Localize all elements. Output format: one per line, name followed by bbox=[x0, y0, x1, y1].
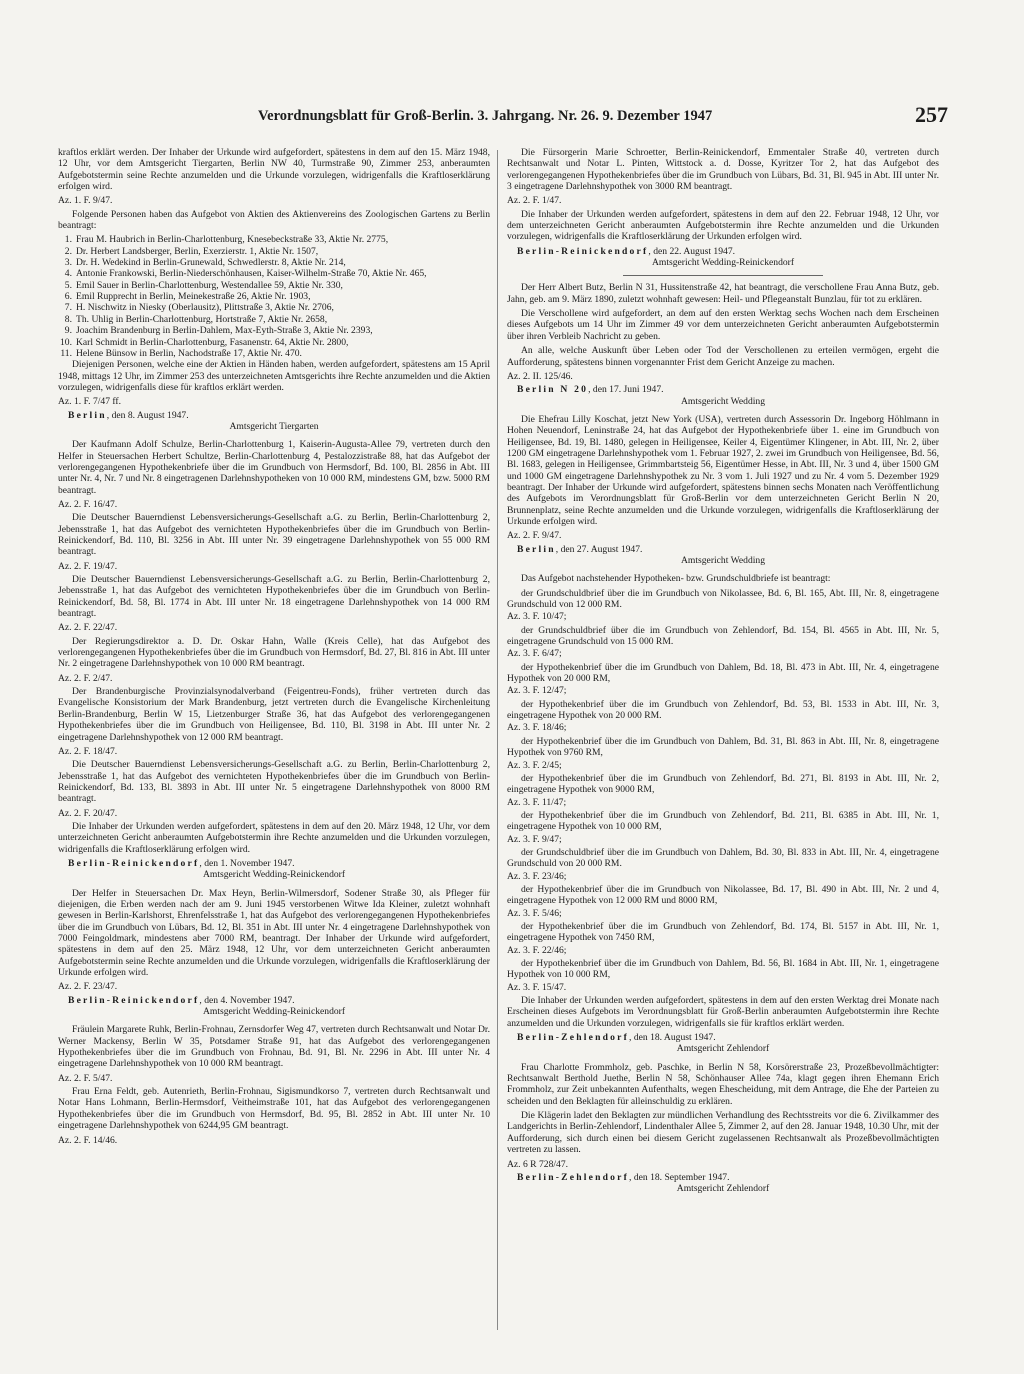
file-reference: Az. 2. F. 1/47. bbox=[507, 195, 562, 207]
date-text: , den 8. August 1947. bbox=[106, 409, 189, 421]
item-number: 6. bbox=[64, 291, 72, 303]
list-item: der Hypothekenbrief über die im Grundbuch von Dahlem, Bd. 31, Bl. 863 in Abt. III, Nr. 8, eingetragene Hypothek von 9760 RM, bbox=[507, 735, 939, 759]
paragraph: An alle, welche Auskunft über Leben oder Tod der Verschollenen zu erteilen vermögen, ergeht die Aufforderung, spätestens binnen vorgenannter Frist dem Gericht Anzeige zu machen. bbox=[507, 345, 939, 368]
court-signature: Amtsgericht Wedding bbox=[680, 395, 766, 407]
list-item bbox=[58, 246, 490, 257]
item-number: 5. bbox=[64, 279, 72, 291]
paragraph: kraftlos erklärt werden. Der Inhaber der Urkunde wird aufgefordert, spätestens in dem auf den 15. März 1948, 12 Uhr, vor dem Amtsgericht Tiergarten, Berlin NW 40, Turmstraße 90, Zimmer 253, anberaumten Aufgebotstermin seine Rechte anzumelden und die Urkunde vorzulegen, widrigenfalls die Kraftloserklärung erfolgen wird. bbox=[58, 147, 490, 193]
date-text: , den 27. August 1947. bbox=[555, 543, 643, 555]
paragraph: Die Fürsorgerin Marie Schroetter, Berlin-Reinickendorf, Emmentaler Straße 40, vertreten durch Rechtsanwalt und Notar L. Pinten, Wittstock a. d. Dosse, Kyritzer Tor 2, hat das Aufgebot des verlorengegangenen Hypothekenbriefes über die im Grundbuch von Lübars, Bd. 31, Bl. 945 in Abt. III unter Nr. 3 eingetragene Darlehnshypothek von 3000 RM beantragt. bbox=[507, 147, 939, 193]
paragraph: Die Inhaber der Urkunden werden aufgefordert, spätestens in dem auf den 20. März 1948, 12 Uhr, vor dem unterzeichneten Gericht anberaumten Aufgebotstermin ihre Rechte anzumelden und die Urkunden vorzulegen, widrigenfalls die Kraftloserklärung erfolgen wird. bbox=[58, 820, 490, 855]
place-date-line bbox=[58, 858, 490, 869]
running-title: Verordnungsblatt für Groß-Berlin. 3. Jahrgang. Nr. 26. 9. Dezember 1947 bbox=[258, 108, 713, 124]
paragraph: Die Ehefrau Lilly Koschat, jetzt New York (USA), vertreten durch Assessorin Dr. Ingeborg Höhlmann in Hohen Neuendorf, Leninstraße 24, hat das Aufgebot der Hypothekenbriefe über 1. eine im Grundbuch von Heiligensee, Bd. 19, Bl. 1480, gelegen in Heiligensee, Keiler 4, Eigentümer Klingener, in Abt. III, Nr. 2, über 1200 GM eingetragene Darlehnshypothek vom 1. Februar 1927, 2. zwei im Grundbuch von Heiligensee, Bd. 56, Bl. 1683, gelegen in Heiligensee, Grimmbartsteig 56, Eigentümer Hesse, in Abt. III, Nr. 3 und 4, über 1500 GM und 1000 GM eingetragene Darlehnshypothek zu Nr. 3 vom 1. Juli 1927 und zu Nr. 4 vom 5. Dezember 1929 beantragt. Der Inhaber der Urkunde wird aufgefordert, spätestens binnen sechs Monaten nach Veröffentlichung des Aufgebots im Verordnungsblatt für Groß-Berlin vor dem unterzeichneten Gericht Berlin N 20, Brunnenplatz, seine Rechte anzumelden und die Urkunde vorzulegen, widrigenfalls die Kraftloserklärung der Urkunde erfolgen wird. bbox=[507, 413, 939, 527]
list-item bbox=[58, 314, 490, 325]
right-column bbox=[507, 147, 939, 1202]
list-item: der Hypothekenbrief über die im Grundbuch von Zehlendorf, Bd. 271, Bl. 8193 in Abt. III, Nr. 2, eingetragene Hypothek von 9000 RM, bbox=[507, 772, 939, 796]
paragraph: Der Brandenburgische Provinzialsynodalverband (Feigentreu-Fonds), früher vertreten durch das Evangelische Konsistorium der Mark Brandenburg, jetzt vertreten durch die Evangelische Kirchenleitung Berlin-Brandenburg, Berlin W 15, Lietzenburger Straße 36, hat das Aufgebot des verlorengegangenen Hypothekenbriefes über die im Grundbuch von Heiligensee, Bd. 110, Bl. 3198 in Abt. III unter Nr. 2 eingetragene Darlehnshypothek von 12 000 RM beantragt. bbox=[58, 686, 490, 743]
court-signature: Amtsgericht Wedding-Reinickendorf bbox=[202, 1006, 346, 1018]
paragraph: Diejenigen Personen, welche eine der Aktien in Händen haben, werden aufgefordert, spätestens am 15 April 1948, mittags 12 Uhr, im Zimmer 253 des unterzeichneten Amtsgerichts ihre Rechte anzumelden und die Aktien vorzulegen, widrigenfalls diese für kraftlos erklärt werden. bbox=[58, 359, 490, 393]
list-item bbox=[58, 348, 490, 359]
file-reference: Az. 3. F. 5/46; bbox=[507, 907, 562, 919]
list-item bbox=[58, 325, 490, 336]
file-reference: Az. 3. F. 23/46; bbox=[507, 870, 567, 882]
place-date-line bbox=[58, 995, 490, 1006]
list-item bbox=[58, 257, 490, 268]
paragraph: Die Deutscher Bauerndienst Lebensversicherungs-Gesellschaft a.G. zu Berlin, Berlin-Charlottenburg 2, Jebensstraße 1, hat das Aufgebot des vernichteten Hypothekenbriefes über die im Grundbuch von Berlin-Reinickendorf, Bd. 133, Bl. 3893 in Abt. III unter Nr. 5 eingetragene Darlehnshypothek von 8000 RM beantragt. bbox=[58, 759, 490, 805]
list-item: der Grundschuldbrief über die im Grundbuch von Zehlendorf, Bd. 154, Bl. 4565 in Abt. III, Nr. 5, eingetragene Grundschuld von 15 000 RM. bbox=[507, 624, 939, 648]
list-item: der Hypothekenbrief über die im Grundbuch von Zehlendorf, Bd. 53, Bl. 1533 in Abt. III, Nr. 3, eingetragene Hypothek von 20 000 RM. bbox=[507, 698, 939, 722]
file-reference: Az. 2. F. 19/47. bbox=[58, 560, 118, 572]
item-text: Th. Uhlig in Berlin-Charlottenburg, Hortstraße 7, Aktie Nr. 2658, bbox=[76, 313, 328, 325]
court-signature: Amtsgericht Wedding-Reinickendorf bbox=[202, 869, 346, 881]
column-divider bbox=[497, 150, 498, 1330]
paragraph: Der Helfer in Steuersachen Dr. Max Heyn, Berlin-Wilmersdorf, Sodener Straße 30, als Pfleger für diejenigen, die Erben werden nach der am 9. Juni 1945 verstorbenen Witwe Ida Kleiner, zuletzt wohnhaft gewesen in Berlin-Karlshorst, Ehrenfelsstraße 1, hat das Aufgebot des verlorengegangenen Hypothekenbriefes über die im Grundbuch von Lübars, Bd. 12, Bl. 351 in Abt. III unter Nr. 4 eingetragene Darlehnshypothek von 7000 Feingoldmark, mindestens aber 7000 RM, beantragt. Der Inhaber der Urkunde wird aufgefordert, spätestens in dem auf den 25. März 1948, 12 Uhr, vor dem unterzeichneten Gericht anberaumten Aufgebotstermin seine Rechte anzumelden und die Urkunde vorzulegen, widrigenfalls die Kraftloserklärung der Urkunde erfolgen wird. bbox=[58, 887, 490, 979]
paragraph: Die Verschollene wird aufgefordert, an dem auf den ersten Werktag sechs Wochen nach dem Erscheinen dieses Aufgebots um 14 Uhr im Zimmer 49 vor dem unterzeichneten Gericht anberaumten Aufgebotstermin über ihren Verbleib Nachricht zu geben. bbox=[507, 308, 939, 342]
item-number: 10. bbox=[60, 336, 72, 348]
list-item bbox=[58, 280, 490, 291]
certificate-list bbox=[507, 588, 939, 993]
item-number: 11. bbox=[60, 347, 72, 359]
paragraph: Die Inhaber der Urkunden werden aufgefordert, spätestens in dem auf den 22. Februar 1948, 12 Uhr, vor dem unterzeichneten Gericht anberaumten Aufgebotstermin ihre Rechte anzumelden und die Urkunden vorzulegen, widrigenfalls die Kraftloserklärung der Urkunden erfolgen wird. bbox=[507, 208, 939, 243]
place-date-line bbox=[58, 410, 490, 421]
place-date-line bbox=[507, 1172, 939, 1183]
item-text: Emil Sauer in Berlin-Charlottenburg, Westendallee 59, Aktie Nr. 330, bbox=[76, 279, 343, 291]
section-rule bbox=[623, 275, 823, 276]
file-reference: Az. 3. F. 11/47; bbox=[507, 796, 567, 808]
date-text: , den 22. August 1947. bbox=[648, 245, 736, 257]
court-signature: Amtsgericht Zehlendorf bbox=[676, 1043, 770, 1055]
place-name: Berlin-Zehlendorf bbox=[517, 1032, 630, 1044]
list-item: der Grundschuldbrief über die im Grundbuch von Dahlem, Bd. 30, Bl. 833 in Abt. III, Nr. 4, eingetragene Grundschuld von 20 000 RM. bbox=[507, 846, 939, 870]
court-signature: Amtsgericht Wedding bbox=[680, 555, 766, 566]
item-text: H. Nischwitz in Niesky (Oberlausitz), Plittstraße 3, Aktie Nr. 2706, bbox=[76, 302, 334, 314]
file-reference: Az. 6 R 728/47. bbox=[507, 1158, 569, 1170]
file-reference: Az. 3. F. 12/47; bbox=[507, 685, 567, 697]
list-item bbox=[58, 302, 490, 313]
court-signature: Amtsgericht Zehlendorf bbox=[676, 1183, 770, 1195]
file-reference: Az. 1. F. 9/47. bbox=[58, 195, 113, 207]
item-text: Antonie Frankowski, Berlin-Niederschönhausen, Kaiser-Wilhelm-Straße 70, Aktie Nr. 465, bbox=[76, 268, 427, 280]
place-date-line bbox=[507, 384, 939, 395]
file-reference: Az. 2. F. 9/47. bbox=[507, 530, 562, 542]
list-item: der Hypothekenbrief über die im Grundbuch von Zehlendorf, Bd. 174, Bl. 5157 in Abt. III, Nr. 1, eingetragene Hypothek von 7450 RM, bbox=[507, 920, 939, 944]
paragraph: Die Inhaber der Urkunden werden aufgefordert, spätestens in dem auf den ersten Werktag drei Monate nach Erscheinen dieses Aufgebots im Verordnungsblatt für Groß-Berlin anberaumten Aufgebotstermin ihre Rechte anzumelden und die Urkunden vorzulegen, widrigenfalls sie für kraftlos erklärt werden. bbox=[507, 995, 939, 1029]
date-text: , den 17. Juni 1947. bbox=[588, 384, 664, 396]
item-number: 7. bbox=[64, 302, 72, 314]
place-date-line bbox=[507, 544, 939, 555]
file-reference: Az. 2. F. 5/47. bbox=[58, 1072, 113, 1084]
item-number: 8. bbox=[64, 313, 72, 325]
file-reference: Az. 3. F. 10/47; bbox=[507, 611, 567, 623]
paragraph: Das Aufgebot nachstehender Hypotheken- bzw. Grundschuldbriefe ist beantragt: bbox=[521, 573, 831, 585]
file-reference: Az. 2. F. 16/47. bbox=[58, 498, 118, 510]
place-name: Berlin-Reinickendorf bbox=[68, 857, 200, 869]
place-name: Berlin bbox=[68, 409, 107, 421]
file-reference: Az. 2. F. 2/47. bbox=[58, 672, 113, 684]
file-reference: Az. 2. F. 20/47. bbox=[58, 807, 118, 819]
page-header bbox=[258, 104, 948, 130]
item-text: Helene Bünsow in Berlin, Nachodstraße 17, Aktie Nr. 470. bbox=[76, 347, 302, 359]
left-column bbox=[58, 147, 490, 1148]
file-reference: Az. 2. F. 14/46. bbox=[58, 1134, 118, 1146]
date-text: , den 1. November 1947. bbox=[199, 857, 295, 869]
list-item bbox=[58, 234, 490, 245]
list-item: der Hypothekenbrief über die im Grundbuch von Nikolassee, Bd. 17, Bl. 490 in Abt. III, Nr. 2 und 4, eingetragene Hypothek von 12 000 RM und 8000 RM, bbox=[507, 883, 939, 907]
paragraph: Der Herr Albert Butz, Berlin N 31, Hussitenstraße 42, hat beantragt, die verschollene Frau Anna Butz, geb. Jahn, geb. am 9. März 1890, zuletzt wohnhaft gewesen: Heil- und Pflegeanstalt Bunzlau, für tot zu erklären. bbox=[507, 282, 939, 305]
list-item: der Hypothekenbrief über die im Grundbuch von Dahlem, Bd. 18, Bl. 473 in Abt. III, Nr. 4, eingetragene Hypothek von 20 000 RM, bbox=[507, 661, 939, 685]
page-number: 257 bbox=[915, 102, 948, 127]
file-reference: Az. 2. II. 125/46. bbox=[507, 370, 573, 382]
item-number: 4. bbox=[64, 268, 72, 280]
item-text: Frau M. Haubrich in Berlin-Charlottenburg, Knesebeckstraße 33, Aktie Nr. 2775, bbox=[76, 234, 389, 246]
list-item: der Hypothekenbrief über die im Grundbuch von Zehlendorf, Bd. 211, Bl. 6385 in Abt. III, Nr. 1, eingetragene Hypothek von 10 000 RM, bbox=[507, 809, 939, 833]
file-reference: Az. 3. F. 6/47; bbox=[507, 648, 562, 660]
item-number: 3. bbox=[64, 257, 72, 269]
file-reference: Az. 2. F. 22/47. bbox=[58, 622, 118, 634]
file-reference: Az. 2. F. 23/47. bbox=[58, 981, 118, 993]
paragraph: Folgende Personen haben das Aufgebot von Aktien des Aktienvereins des Zoologischen Gartens zu Berlin beantragt: bbox=[58, 208, 490, 232]
file-reference: Az. 3. F. 22/46; bbox=[507, 944, 567, 956]
place-name: Berlin-Zehlendorf bbox=[517, 1171, 630, 1183]
court-signature: Amtsgericht Tiergarten bbox=[229, 420, 319, 432]
file-reference: Az. 2. F. 18/47. bbox=[58, 745, 118, 757]
paragraph: Der Kaufmann Adolf Schulze, Berlin-Charlottenburg 1, Kaiserin-Augusta-Allee 79, vertreten durch den Helfer in Steuersachen Herbert Schultze, Berlin-Charlottenburg 4, Pestalozzistraße 88, hat das Aufgebot der verlorengegangenen Hypothekenbriefe über die im Grundbuch von Hermsdorf, Bd. 100, Bl. 2856 in Abt. III unter Nr. 4, Nr. 7 und Nr. 8 eingetragenen Darlehnshypotheken von 10 000 RM, mindestens GM, bzw. 5000 RM beantragt. bbox=[58, 439, 490, 496]
paragraph: Frau Erna Feldt, geb. Autenrieth, Berlin-Frohnau, Sigismundkorso 7, vertreten durch Rechtsanwalt und Notar Hans Lohmann, Berlin-Hermsdorf, Veitheimstraße 101, hat das Aufgebot des verlorengegangenen Hypothekenbriefes über die im Grundbuch von Hermsdorf, Bd. 95, Bl. 2852 in Abt. III unter Nr. 10 eingetragene Darlehnshypothek von 6244,95 GM beantragt. bbox=[58, 1086, 490, 1132]
place-name: Berlin-Reinickendorf bbox=[517, 245, 649, 257]
place-date-line bbox=[507, 246, 939, 257]
list-item: der Grundschuldbrief über die im Grundbuch von Nikolassee, Bd. 6, Bl. 165, Abt. III, Nr. 8, eingetragene Grundschuld von 12 000 RM. bbox=[507, 587, 939, 611]
paragraph: Die Klägerin ladet den Beklagten zur mündlichen Verhandlung des Rechtsstreits vor die 6. Zivilkammer des Landgerichts in Berlin-Zehlendorf, Lindenthaler Allee 5, Zimmer 2, auf den 28. Januar 1948, 10.30 Uhr, mit der Aufforderung, sich durch einen bei diesem Gericht zugelassenen Rechtsanwalt als Prozeßbevollmächtigten vertreten zu lassen. bbox=[507, 1110, 939, 1156]
paragraph: Fräulein Margarete Ruhk, Berlin-Frohnau, Zernsdorfer Weg 47, vertreten durch Rechtsanwalt und Notar Dr. Werner Mackensy, Berlin W 35, Potsdamer Straße 91, hat das Aufgebot des verlorengegangenen Hypothekenbriefes über die im Grundbuch von Frohnau, Bd. 91, Bl. Nr. 2296 in Abt. III unter Nr. 4 eingetragene Darlehnshypothek von 10 000 RM beantragt. bbox=[58, 1024, 490, 1070]
list-item bbox=[58, 337, 490, 348]
list-item bbox=[58, 291, 490, 302]
place-name: Berlin bbox=[517, 543, 556, 555]
file-reference: Az. 1. F. 7/47 ff. bbox=[58, 396, 122, 408]
item-text: Emil Rupprecht in Berlin, Meinekestraße 26, Aktie Nr. 1903, bbox=[76, 291, 311, 303]
item-number: 1. bbox=[64, 234, 72, 246]
date-text: , den 4. November 1947. bbox=[199, 994, 295, 1006]
paragraph: Der Regierungsdirektor a. D. Dr. Oskar Hahn, Walle (Kreis Celle), hat das Aufgebot des verlorengegangenen Hypothekenbriefes über die im Grundbuch von Hermsdorf, Bd. 27, Bl. 816 in Abt. III unter Nr. 2 eingetragene Darlehnshypothek von 10 000 RM beantragt. bbox=[58, 635, 490, 670]
list-item bbox=[58, 268, 490, 279]
date-text: , den 18. September 1947. bbox=[629, 1171, 730, 1183]
file-reference: Az. 3. F. 15/47. bbox=[507, 981, 567, 993]
place-date-line bbox=[507, 1032, 939, 1043]
court-signature: Amtsgericht Wedding-Reinickendorf bbox=[651, 257, 795, 269]
item-number: 9. bbox=[64, 325, 72, 337]
item-text: Dr. Herbert Landsberger, Berlin, Exerzierstr. 1, Aktie Nr. 1507, bbox=[76, 245, 319, 257]
file-reference: Az. 3. F. 18/46; bbox=[507, 722, 567, 734]
paragraph: Die Deutscher Bauerndienst Lebensversicherungs-Gesellschaft a.G. zu Berlin, Berlin-Charlottenburg 2, Jebensstraße 1, hat das Aufgebot des vernichteten Hypothekenbriefes über die im Grundbuch von Berlin-Reinickendorf, Bd. 110, Bl. 3256 in Abt. III unter Nr. 39 eingetragene Darlehnshypothek von 55 000 RM beantragt. bbox=[58, 512, 490, 558]
item-number: 2. bbox=[64, 245, 72, 257]
paragraph: Frau Charlotte Frommholz, geb. Paschke, in Berlin N 58, Korsörerstraße 23, Prozeßbevollmächtigter: Rechtsanwalt Berthold Juethe, Berlin N 58, Schönhauser Allee 74a, klagt gegen ihren Ehemann Erich Frommholz, zur Zeit unbekannten Aufenthalts, wegen Ehescheidung, mit dem Antrage, die Ehe der Parteien zu scheiden und den Beklagten für alleinschuldig zu erklären. bbox=[507, 1061, 939, 1107]
file-reference: Az. 3. F. 2/45; bbox=[507, 759, 562, 771]
file-reference: Az. 3. F. 9/47; bbox=[507, 833, 562, 845]
list-item: der Hypothekenbrief über die im Grundbuch von Dahlem, Bd. 56, Bl. 1684 in Abt. III, Nr. 1, eingetragene Hypothek von 10 000 RM, bbox=[507, 958, 939, 981]
place-name: Berlin N 20 bbox=[517, 384, 589, 396]
date-text: , den 18. August 1947. bbox=[629, 1032, 716, 1044]
place-name: Berlin-Reinickendorf bbox=[68, 994, 200, 1006]
shareholder-list bbox=[58, 234, 490, 359]
item-text: Dr. H. Wedekind in Berlin-Grunewald, Schwedlerstr. 8, Aktie Nr. 214, bbox=[76, 257, 346, 269]
paragraph: Die Deutscher Bauerndienst Lebensversicherungs-Gesellschaft a.G. zu Berlin, Berlin-Charlottenburg 2, Jebensstraße 1, hat das Aufgebot des vernichteten Hypothekenbriefes über die im Grundbuch von Berlin-Reinickendorf, Bd. 58, Bl. 1774 in Abt. III unter Nr. 18 eingetragene Darlehnshypothek von 14 000 RM beantragt. bbox=[58, 574, 490, 620]
item-text: Joachim Brandenburg in Berlin-Dahlem, Max-Eyth-Straße 3, Aktie Nr. 2393, bbox=[76, 325, 373, 337]
item-text: Karl Schmidt in Berlin-Charlottenburg, Fasanenstr. 64, Aktie Nr. 2800, bbox=[76, 336, 349, 348]
